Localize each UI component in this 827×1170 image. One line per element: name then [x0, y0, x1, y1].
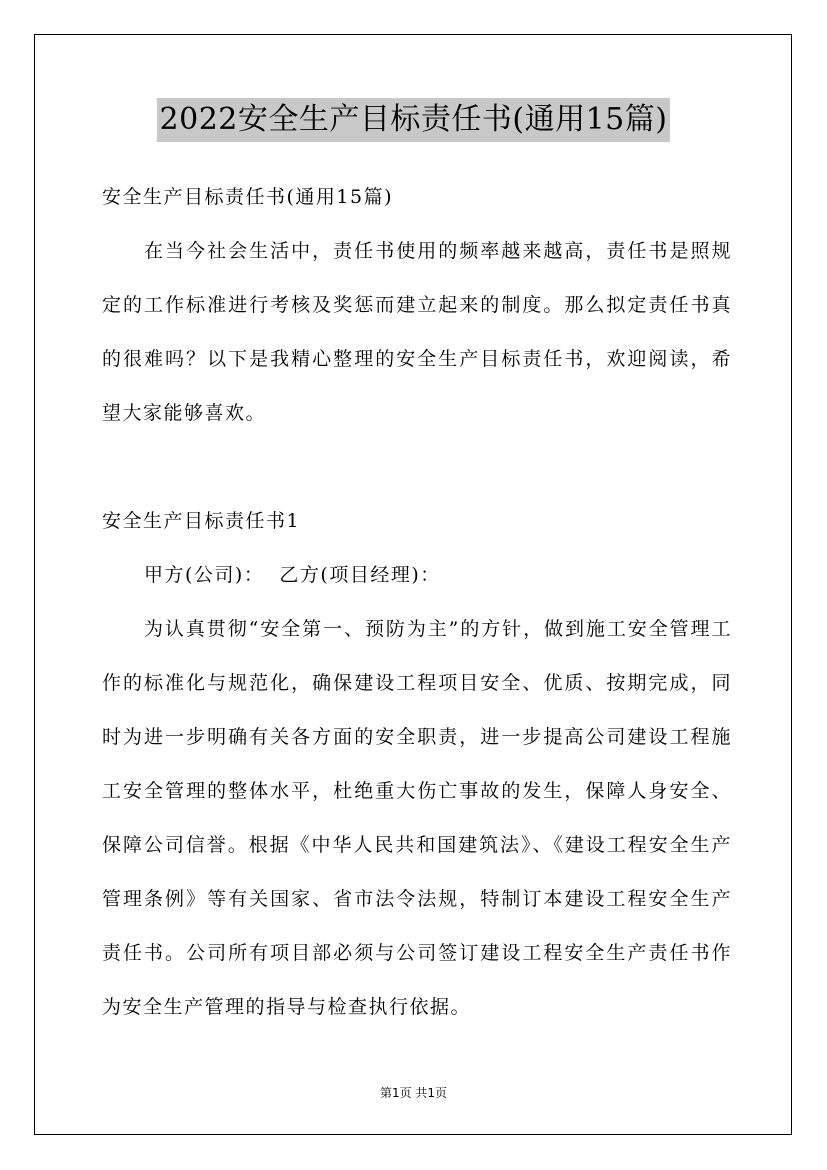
document-title: 2022安全生产目标责任书(通用15篇) — [157, 98, 671, 142]
paragraph-gap — [102, 440, 732, 494]
section-heading: 安全生产目标责任书1 — [102, 510, 301, 532]
page-footer: 第1页 共1页 — [379, 1086, 448, 1100]
body-paragraph: 为认真贯彻“安全第一、预防为主”的方针，做到施工安全管理工作的标准化与规范化，确保建设工程项目安全、优质、按期完成，同时为进一步明确有关各方面的安全职责，进一步提高公司建设工程施工安全管理的整体水平，杜绝重大伤亡事故的发生，保障人身安全、保障公司信誉。根据《中华人民共和国建筑法》、《建设工程安全生产管理条例》等有关国家、省市法令法规，特制订本建设工程安全生产责任书。公司所有项目部必须与公司签订建设工程安全生产责任书作为安全生产管理的指导与检查执行依据。 — [102, 618, 732, 1018]
subtitle: 安全生产目标责任书(通用15篇) — [102, 186, 394, 208]
document-body — [102, 170, 732, 1034]
parties-line: 甲方(公司)： 乙方(项目经理)： — [144, 564, 441, 586]
intro-paragraph: 在当今社会生活中，责任书使用的频率越来越高，责任书是照规定的工作标准进行考核及奖惩而建立起来的制度。那么拟定责任书真的很难吗？以下是我精心整理的安全生产目标责任书，欢迎阅读，希望大家能够喜欢。 — [102, 240, 732, 424]
title-container — [0, 98, 827, 142]
